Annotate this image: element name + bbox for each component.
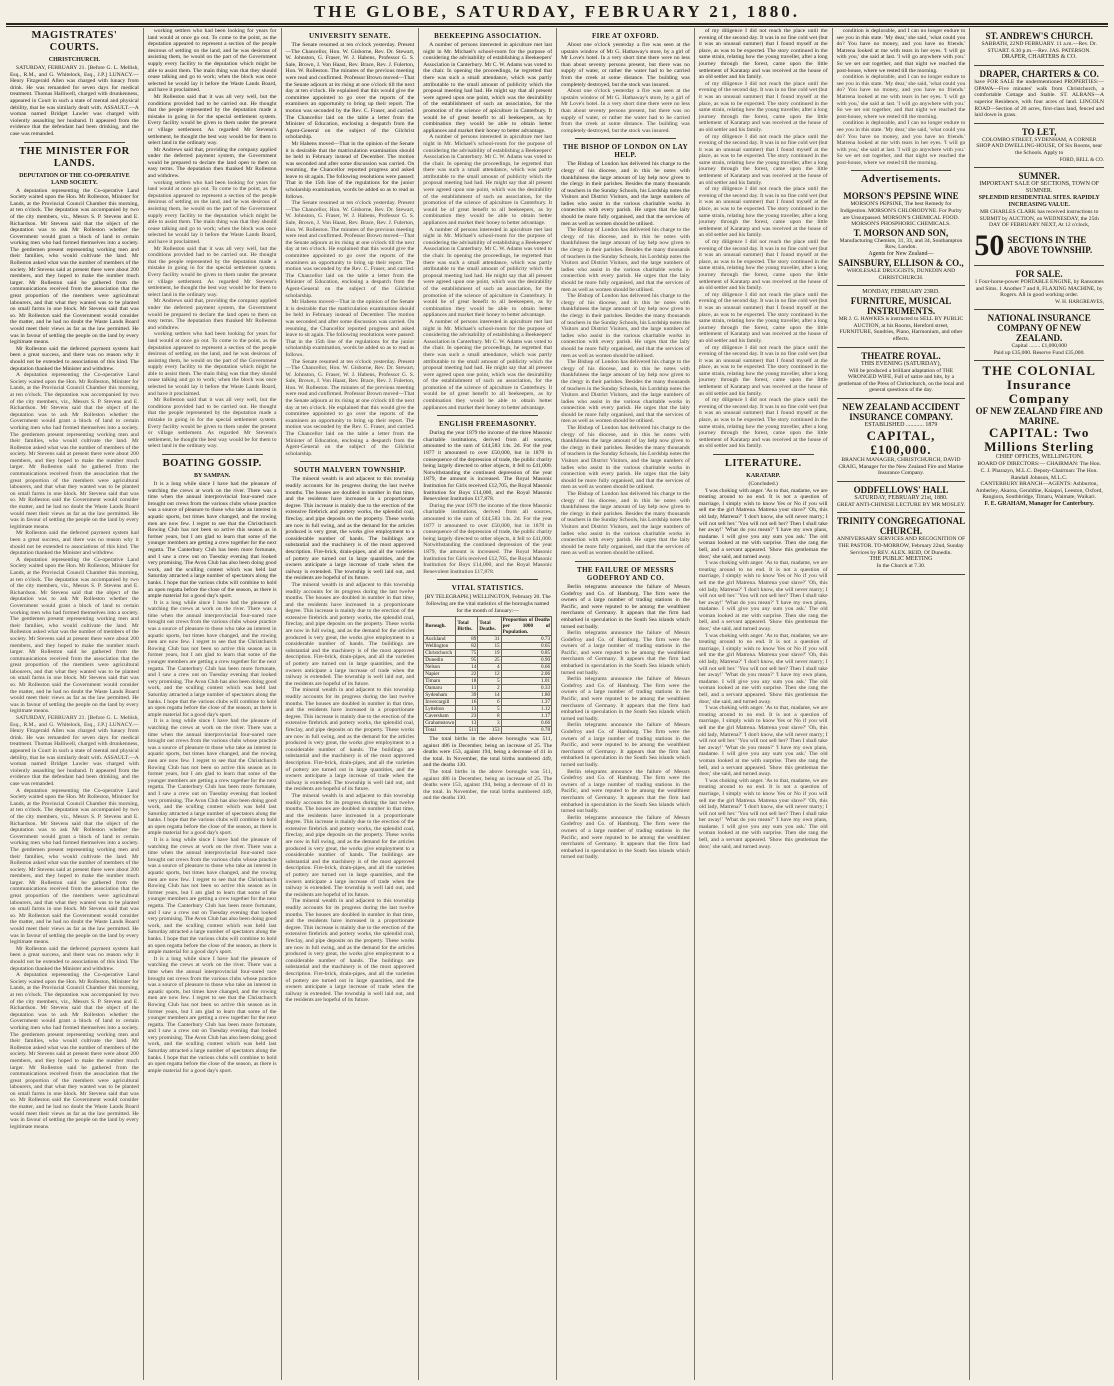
ad-meeting-text: In the Church at 7.30. <box>876 563 926 570</box>
minister-article-repeat-6: Mr Rolleston said the deferred payment system had been a great success, and there was no reason why it should not be extended to associations of this kind. The deputation thanked the Minister and withdrew. <box>10 945 139 972</box>
ad-title: THE COLONIAL Insurance Company <box>982 363 1096 407</box>
rolleston-reply-2: Mr Rolleston said that it was all very well, but the conditions provided had to be carried out. He thought that the people represented by the deputation made a mistake in going in for the special settlement system. Every facility would be given to them under the present or village settlement. As regarded Mr Stevens's settlement, he thought the best way would be for them to select land in the ordinary way. <box>147 245 277 298</box>
table-cell: Lyttelton <box>424 706 456 713</box>
failure-article-3: Berlin telegrams announce the failure of Messrs Godefroy and Co. of Hamburg. The firm were the owners of a large number of trading stations in the Pacific, and were reputed to be among the wealthiest merchants of Germany. It appears that the firm had embarked in speculation in the South Sea islands which turned out badly. <box>561 676 690 722</box>
divider <box>713 454 814 455</box>
ad-subtitle: OF NEW ZEALAND FIRE AND MARINE. <box>975 406 1103 427</box>
table-cell: Dunedin <box>424 657 456 664</box>
ad-title: SUMNER. <box>1018 171 1060 182</box>
godefroy-failure-heading: THE FAILURE OF MESSRS GODEFROY AND CO. <box>577 565 674 582</box>
masthead-rule <box>6 23 1108 25</box>
masthead-rule-thin <box>6 26 1108 27</box>
table-row <box>424 650 552 657</box>
literature-heading: LITERATURE. <box>724 458 802 469</box>
ad-agent: FORD, BELL & CO. <box>1059 156 1104 163</box>
ad-subtitle: THIS EVENING (SATURDAY), <box>861 360 941 367</box>
table-row <box>424 699 552 706</box>
story-continued-col7-3: condition is deplorable, and I can no longer endure to see you in this state. 'My dear,' she said, 'what could you do? You have no money, and you have no friends.' Matrena looked at me with tears in her eyes. 'I will go with you,' she said at last. 'I will go anywhere with you.' So we set out together, and that night we reached the post-house, where we rested till the morning. <box>836 120 966 166</box>
senate-article: The Senate resumed at ten o'clock yesterday. Present—The Chancellor, Hon. W. Gisborne, Rev. Dr. Stewart, W. Johnston, G. Fraser, W. J. Habens, Professor G. S. Sale, Brown, J. Von Haast, Rev. Brace, Rev. J. Fulerton, Hon. W. Rolleston. The minutes of the previous meeting were read and confirmed. Professor Brown moved—That the Senate adjourn at its rising at one o'clock till the next day at ten o'clock. He explained that this would give the committee appointed to go over the reports of the examiners an opportunity to bring up their report. The motion was seconded by the Rev. C. Fraser, and carried. The Chancellor laid on the table a letter from the Minister of Education, enclosing a despatch from the Agent-General on the subject of the Gilchrist scholarship. <box>285 42 415 141</box>
table-cell: 16 <box>456 699 478 706</box>
bishop-article-6: The Bishop of London has delivered his charge to the clergy of his diocese, and in this he notes with thankfulness the large amount of lay help now given to the clergy in their parishes. Besides the many thousands of teachers in the Sunday Schools, his Lordship notes the Visitors and District Visitors, and the large numbers of ladies who assist in the various charitable works in connection with every parish. He urges that the laity should be more fully organised, and that the services of men as well as women should be utilised. <box>561 491 690 557</box>
table-cell: Oamaru <box>424 685 456 692</box>
newspaper-page <box>6 28 1108 1380</box>
table-row <box>424 678 552 685</box>
ad-title: NATIONAL INSURANCE COMPANY OF NEW ZEALAND. <box>987 313 1091 344</box>
divider <box>162 454 263 455</box>
beekeeping-heading: BEEKEEPING ASSOCIATION. <box>434 32 542 40</box>
nz-accident-insurance-ad <box>837 399 966 482</box>
story-continued-7: of my diligence I did not reach the place until the evening of the second day. It was in no fine cold wet (but it was an unusual summer) that I found myself at the place, as was to be expected. The story continued in the same strain, relating how the young traveller, after a long journey through the forest, came upon the little settlement of Karatarp and was received at the house of an old settler and his family. <box>698 344 828 397</box>
table-cell: Nelson <box>424 664 456 671</box>
ad-highlight: SPLENDID RESIDENTIAL SITES. RAPIDLY INCREASING VALUE. <box>978 195 1100 209</box>
beekeeping-article-2: A number of persons interested in apiculture met last night in Mr. Michael's school-room for the purpose of considering the advisability of establishing a Beekeepers' Association in Canterbury. Mr C. W. Adams was voted to the chair. In opening the proceedings, he regretted that there was such a small attendance, which was partly attributable to the small amount of publicity which the proposal meeting had had. He might say that all present were agreed upon one point, which was the desirability of the establishment of such an association, for the promotion of the science of apiculture in Canterbury. It would be of great benefit to all beekeepers, as by combination they would be able to obtain better appliances and market their honey to better advantage. <box>423 134 553 227</box>
ad-date: SATURDAY, FEBRUARY 21st, 1880. <box>854 494 948 501</box>
story-continued: of my diligence I did not reach the place until the evening of the second day. It was in no fine cold wet (but it was an unusual summer) that I found myself at the place, as was to be expected. The story continued in the same strain, relating how the young traveller, after a long journey through the forest, came upon the little settlement of Karatarp and was received at the house of an old settler and his family. <box>698 28 828 81</box>
ad-body: 1 Four-horse-power PORTABLE ENGINE, by Ransomes and Sims. 1 Another 7 and 8, FLAXING MACHINE, by Rogers. All in good working order. <box>974 278 1104 299</box>
minister-article: A deputation representing the Co-operative Land Society waited upon the Hon. Mr Rolleston, Minister for Lands, at the Provincial Council Chamber this morning, at ten o'clock. The deputation was accompanied by two of the city members, viz., Messrs S. P. Stevens and E. Richardson. Mr Stevens said that the object of the deputation was to ask Mr Rolleston whether the Government would grant a block of land to certain working men who had formed themselves into a society. The gentlemen present representing working men and their families, who would cultivate the land. Mr Rolleston asked what was the number of members of the society. Mr Stevens said at present there were about 200 members, and they hoped to make the number much larger. Mr Rolleston said he gathered from the communications received from the association that the great proportion of the members were agricultural labourers, and that what they wanted was to be planted on small farms in one block. Mr Stevens said that was so. Mr Rolleston said the Government would consider the matter, and he had no doubt the Waste Lands Board would meet their views as far as the law permitted. He was in favour of settling the people on the land by every legitimate means. <box>10 187 139 346</box>
bishop-article: The Bishop of London has delivered his charge to the clergy of his diocese, and in this he notes with thankfulness the large amount of lay help now given to the clergy in their parishes. Besides the many thousands of teachers in the Sunday Schools, his Lordship notes the Visitors and District Visitors, and the large numbers of ladies who assist in the various charitable works in connection with every parish. He urges that the laity should be more fully organised, and that the services of men as well as women should be utilised. <box>561 161 690 227</box>
table-cell: 153 <box>478 727 501 734</box>
table-header-cell: Total Deaths. <box>478 617 501 636</box>
minister-article-repeat-7: A deputation representing the Co-operative Land Society waited upon the Hon. Mr Rolleston, Minister for Lands, at the Provincial Council Chamber this morning, at ten o'clock. The deputation was accompanied by two of the city members, viz., Messrs S. P. Stevens and E. Richardson. Mr Stevens said that the object of the deputation was to ask Mr Rolleston whether the Government would grant a block of land to certain working men who had formed themselves into a society. The gentlemen present representing working men and their families, who would cultivate the land. Mr Rolleston asked what was the number of members of the society. Mr Stevens said at present there were about 200 members, and they hoped to make the number much larger. Mr Rolleston said he gathered from the communications received from the association that the great proportion of the members were agricultural labourers, and that what they wanted was to be planted on small farms in one block. Mr Stevens said that was so. Mr Rolleston said the Government would consider the matter, and he had no doubt the Waste Lands Board would meet their views as far as the law permitted. He was in favour of settling the people on the land by every legitimate means. <box>10 972 139 1130</box>
divider <box>437 415 538 416</box>
st-andrews-church-ad <box>974 28 1104 66</box>
table-header-cell: Proportion of Deaths per 1000 of Population. <box>502 617 551 636</box>
table-cell: 5 <box>478 706 501 713</box>
table-cell: 2 <box>478 685 501 692</box>
table-cell: 1.37 <box>501 699 551 706</box>
table-cell: 1.17 <box>501 713 551 720</box>
table-cell: 25 <box>478 657 501 664</box>
magistrates-courts-heading: MAGISTRATES' COURTS. <box>31 30 118 53</box>
table-cell: 0.66 <box>501 664 551 671</box>
university-senate-heading: UNIVERSITY SENATE. <box>308 32 391 40</box>
table-cell: Timaru <box>424 678 456 685</box>
story-continued-col7-2: condition is deplorable, and I can no longer endure to see you in this state. 'My dear,' she said, 'what could you do? You have no money, and you have no friends.' Matrena looked at me with tears in her eyes. 'I will go with you,' she said at last. 'I will go anywhere with you.' So we set out together, and that night we reached the post-house, where we rested till the morning. <box>836 74 966 120</box>
beekeeping-article-3: A number of persons interested in apiculture met last night in Mr. Michael's school-room for the purpose of considering the advisability of establishing a Beekeepers' Association in Canterbury. Mr C. W. Adams was voted to the chair. In opening the proceedings, he regretted that there was such a small attendance, which was partly attributable to the small amount of publicity which the proposal meeting had had. He might say that all present were agreed upon one point, which was the desirability of the establishment of such an association, for the promotion of the science of apiculture in Canterbury. It would be of great benefit to all beekeepers, as by combination they would be able to obtain better appliances and market their honey to better advantage. <box>423 226 553 319</box>
boating-article-2: It is a long while since I have had the pleasure of watching the crews at work on the river. There was a time when the annual interprovincial four-oared race brought out crews from the various clubs whose practice was a source of pleasure to those who take an interest in aquatic sports, but times have changed, and the rowing men are now few. I regret to see that the Christchurch Rowing Club has not been so active this season as in former years, but I am glad to learn that some of the younger members are getting a crew together for the next regatta. The Canterbury Club has been more fortunate, and I saw a crew out on Tuesday evening that looked very promising. The Avon Club has also been doing good work, and the sculling contest which was held last Saturday attracted a large number of spectators along the banks. I hope that the various clubs will combine to hold an open regatta before the close of the season, as there is ample material for a good day's sport. <box>147 599 277 718</box>
literature-story-2: 'I was choking with anger. 'As to that, madame, we are treating around to no end. It is not a question of marriage, I simply wish to know Yes or No if you will sell me the girl Matrena. Matrena your slave?' 'Oh, this old lady, Matrena?' 'I don't know, she will never marry; I will not sell her.' 'You will not sell her? Then I shall take her away!' 'What do you mean?' 'I have my own plans, madame. I will give you any sum you ask.' The old woman looked at me with surprise. Then she rang the bell, and a servant appeared. 'Show this gentleman the door,' she said, and turned away. <box>698 560 828 633</box>
table-cell: 0.66 <box>501 720 551 727</box>
failure-article-2: Berlin telegrams announce the failure of Messrs Godefroy and Co. of Hamburg. The firm were the owners of a large number of trading stations in the Pacific, and were reputed to be among the wealthiest merchants of Germany. It appears that the firm had embarked in speculation in the South Sea islands which turned out badly. <box>561 630 690 676</box>
fire-article: About one o'clock yesterday a fire was seen at the upstairs window of Mr G. Hathaway's store, by a girl of Mr Love's hotel. In a very short time there were no less than about seventy persons present, but there was no supply of water, or rather the water had to be carried from the creek at some distance. The building was completely destroyed, but the stock was insured. <box>561 42 690 88</box>
ad-title: MORSON'S PEPSINE WINE <box>843 191 959 202</box>
bishop-article-2: The Bishop of London has delivered his charge to the clergy of his diocese, and in this he notes with thankfulness the large amount of lay help now given to the clergy in their parishes. Besides the many thousands of teachers in the Sunday Schools, his Lordship notes the Visitors and District Visitors, and the large numbers of ladies who assist in the various charitable works in connection with every parish. He urges that the laity should be more fully organised, and that the services of men as well as women should be utilised. <box>561 227 690 293</box>
malvern-article: The mineral wealth in and adjacent to this township readily accounts for its progress during the last twelve months. The houses are doubled in number in that time, and the residents have increased in a proportionate degree. This increase is mainly due to the erection of the extensive firebrick and pottery works, the splendid coal, fireclay, and pipe deposits on the property. These works are now in full swing, and as the demand for the articles produced is very great, the works give employment to a considerable number of hands. The buildings are substantial and the machinery is of the most approved description. Fire-brick, drain-pipes, and all the varieties of pottery are turned out in large quantities, and the owners anticipate a large increase of trade when the railway is extended. The township is well laid out, and the residents are hopeful of its future. <box>285 476 415 582</box>
ad-number-label: SECTIONS IN THE ABOVE TOWNSHIP. <box>1007 234 1093 255</box>
senate-article-4: Mr Habens moved—That in the opinion of the Senate it is desirable that the matriculation examination should be held in February instead of December. The motion was seconded and after some discussion was carried. On resuming, the Chancellor reported progress and asked leave to sit again. The following resolutions were passed: That in the 15th line of the regulations for the junior scholarship examination, words be added so as to read as follows. <box>285 299 415 358</box>
fire-oxford-heading: FIRE AT OXFORD. <box>591 32 659 40</box>
table-cell: 13 <box>456 720 478 727</box>
table-cell: 0.78 <box>501 727 551 734</box>
boating-byline: BY SAMPAN. <box>193 473 231 479</box>
table-cell: Napier <box>424 671 456 678</box>
draper-charters-ad <box>974 66 1104 124</box>
table-cell: 0.65 <box>501 643 551 650</box>
ad-body: MORSON'S PEPSINE, The best Remedy for Indigestion. MORSON'S CHLORODYNE. For Purity are Unsurpassed. MORSON'S CHEMICAL FOOD. MORSON'S PHOSPHORIC CHEMICALS. <box>840 201 962 228</box>
table-cell: 14 <box>478 692 501 699</box>
table-cell: Wellington <box>424 643 456 650</box>
table-cell: 0.90 <box>501 657 551 664</box>
table-row <box>424 720 552 727</box>
ad-body: BRANCH MANAGER, CHRISTCHURCH, DAVID CRAIG, Manager for the New Zealand Fire and Marine Insurance Company. <box>838 456 964 477</box>
minister-continued: working settlers who had been looking for years for land would at once go out. To come to the point, as the deputation appeared to represent a section of the people desirous of settling on the land, and he was desirous of assisting them, he would on the part of the Government supply every facility to the deputation which might be able to assist them. The main thing was that they should cease talking and go to work; when the block was once selected he would lay it before the Waste Lands Board, and have it proclaimed. <box>147 28 277 94</box>
vital-statistics-table <box>423 616 552 734</box>
ad-established: ESTABLISHED ............ 1879 <box>864 421 938 428</box>
failure-article-5: Berlin telegrams announce the failure of Messrs Godefroy and Co. of Hamburg. The firm were the owners of a large number of trading stations in the Pacific, and were reputed to be among the wealthiest merchants of Germany. It appears that the firm had embarked in speculation in the South Sea islands which turned out badly. <box>561 768 690 815</box>
bishop-article-4: The Bishop of London has delivered his charge to the clergy of his diocese, and in this he notes with thankfulness the large amount of lay help now given to the clergy in their parishes. Besides the many thousands of teachers in the Sunday Schools, his Lordship notes the Visitors and District Visitors, and the large numbers of ladies who assist in the various charitable works in connection with every parish. He urges that the laity should be more fully organised, and that the services of men as well as women should be utilised. <box>561 359 690 425</box>
column-7 <box>833 28 971 1380</box>
failure-article: Berlin telegrams announce the failure of Messrs Godefroy and Co. of Hamburg. The firm were the owners of a large number of trading stations in the Pacific, and were reputed to be among the wealthiest merchants of Germany. It appears that the firm had embarked in speculation in the South Sea islands which turned out badly. <box>561 583 690 630</box>
table-cell: 4 <box>478 664 501 671</box>
table-cell: 12 <box>478 671 501 678</box>
story-continued-2: of my diligence I did not reach the place until the evening of the second day. It was in no fine cold wet (but it was an unusual summer) that I found myself at the place, as was to be expected. The story continued in the same strain, relating how the young traveller, after a long journey through the forest, came upon the little settlement of Karatarp and was received at the house of an old settler and his family. <box>698 80 828 133</box>
for-sale-ad <box>974 266 1104 310</box>
freemasonry-article-2: During the year 1879 the income of the three Masonic charitable institutions, derived from all sources, amounted to the sum of £44,583 14s. 2d. For the year 1877 it amounted to over £50,000, but in 1878 in consequence of the depression of trade, the public charity being largely directed to other objects, it fell to £41,000. Notwithstanding the continued depression of the year 1879, the amount is increased. The Royal Masonic Institution for Girls received £12,705, the Royal Masonic Institution for Boys £14,000, and the Royal Masonic Benevolent Institution £17,878. <box>423 502 553 575</box>
minister-article-repeat: A deputation representing the Co-operative Land Society waited upon the Hon. Mr Rolleston, Minister for Lands, at the Provincial Council Chamber this morning, at ten o'clock. The deputation was accompanied by two of the city members, viz., Messrs S. P. Stevens and E. Richardson. Mr Stevens said that the object of the deputation was to ask Mr Rolleston whether the Government would grant a block of land to certain working men who had formed themselves into a society. The gentlemen present representing working men and their families, who would cultivate the land. Mr Rolleston asked what was the number of members of the society. Mr Stevens said at present there were about 200 members, and they hoped to make the number much larger. Mr Rolleston said he gathered from the communications received from the association that the great proportion of the members were agricultural labourers, and that what they wanted was to be planted on small farms in one block. Mr Stevens said that was so. Mr Rolleston said the Government would consider the matter, and he had no doubt the Waste Lands Board would meet their views as far as the law permitted. He was in favour of settling the people on the land by every legitimate means. <box>10 372 139 530</box>
table-cell: 82 <box>456 643 478 650</box>
boating-article-4: It is a long while since I have had the pleasure of watching the crews at work on the river. There was a time when the annual interprovincial four-oared race brought out crews from the various clubs whose practice was a source of pleasure to those who take an interest in aquatic sports, but times have changed, and the rowing men are now few. I regret to see that the Christchurch Rowing Club has not been so active this season as in former years, but I am glad to learn that some of the younger members are getting a crew together for the next regatta. The Canterbury Club has been more fortunate, and I saw a crew out on Tuesday evening that looked very promising. The Avon Club has also been doing good work, and the sculling contest which was held last Saturday attracted a large number of spectators along the banks. I hope that the various clubs will combine to hold an open regatta before the close of the season, as there is ample material for a good day's sport. <box>147 837 277 956</box>
table-cell: 31 <box>478 636 501 643</box>
malvern-article-5: The mineral wealth in and adjacent to this township readily accounts for its progress during the last twelve months. The houses are doubled in number in that time, and the residents have increased in a proportionate degree. This increase is mainly due to the erection of the extensive firebrick and pottery works, the splendid coal, fireclay, and pipe deposits on the property. These works are now in full swing, and as the demand for the articles produced is very great, the works give employment to a considerable number of hands. The buildings are substantial and the machinery is of the most approved description. Fire-brick, drain-pipes, and all the varieties of pottery are turned out in large quantities, and the owners anticipate a large increase of trade when the railway is extended. The township is well laid out, and the residents are hopeful of its future. <box>285 898 415 1004</box>
christchurch-subheading: CHRISTCHURCH. <box>48 57 100 63</box>
table-cell: Grahamstown <box>425 720 455 727</box>
failure-article-4: Berlin telegrams announce the failure of Messrs Godefroy and Co. of Hamburg. The firm were the owners of a large number of trading stations in the Pacific, and were reputed to be among the wealthiest merchants of Germany. It appears that the firm had embarked in speculation in the South Sea islands which turned out badly. <box>561 722 690 768</box>
table-cell: Total <box>424 727 456 734</box>
table-header-cell: Total Births. <box>456 617 478 636</box>
morsons-pepsine-ad <box>837 188 966 286</box>
table-cell: 8 <box>478 713 501 720</box>
table-cell: 5 <box>478 678 501 685</box>
table-row <box>424 657 552 664</box>
divider <box>851 170 952 171</box>
ad-capital: Capital ........ £1,000,000 <box>1011 343 1067 350</box>
ad-capital: CAPITAL, £100,000. <box>866 427 936 457</box>
ad-body: GREAT ANTI-CHINESE LECTURE BY MR MOSLEY. <box>836 501 966 508</box>
minister-continued-2: working settlers who had been looking for years for land would at once go out. To come to the point, as the deputation appeared to represent a section of the people desirous of settling on the land, and he was desirous of assisting them, he would on the part of the Government supply every facility to the deputation which might be able to assist them. The main thing was that they should cease talking and go to work; when the block was once selected he would lay it before the Waste Lands Board, and have it proclaimed. <box>147 179 277 245</box>
bishop-article-5: The Bishop of London has delivered his charge to the clergy of his diocese, and in this he notes with thankfulness the large amount of lay help now given to the clergy in their parishes. Besides the many thousands of teachers in the Sunday Schools, his Lordship notes the Visitors and District Visitors, and the large numbers of ladies who assist in the various charitable works in connection with every parish. He urges that the laity should be more fully organised, and that the services of men as well as women should be utilised. <box>561 425 690 491</box>
table-cell: 19 <box>478 650 501 657</box>
table-cell: 0.85 <box>501 650 551 657</box>
literature-story: 'I was choking with anger. 'As to that, madame, we are treating around to no end. It is not a question of marriage, I simply wish to know Yes or No if you will sell me the girl Matrena. Matrena your slave?' 'Oh, this old lady, Matrena?' 'I don't know, she will never marry; I will not sell her.' 'You will not sell her? Then I shall take her away!' 'What do you mean?' 'I have my own plans, madame. I will give you any sum you ask.' The old woman looked at me with surprise. Then she rang the bell, and a servant appeared. 'Show this gentleman the door,' she said, and turned away. <box>698 487 828 560</box>
oddfellows-hall-ad <box>837 482 966 514</box>
ad-title: FOR SALE. <box>1015 268 1063 279</box>
boating-gossip-heading: BOATING GOSSIP. <box>162 458 262 469</box>
literature-story-4: 'I was choking with anger. 'As to that, madame, we are treating around to no end. It is not a question of marriage, I simply wish to know Yes or No if you will sell me the girl Matrena. Matrena your slave?' 'Oh, this old lady, Matrena?' 'I don't know, she will never marry; I will not sell her.' 'You will not sell her? Then I shall take her away!' 'What do you mean?' 'I have my own plans, madame. I will give you any sum you ask.' The old woman looked at me with surprise. Then she rang the bell, and a servant appeared. 'Show this gentleman the door,' she said, and turned away. <box>698 705 828 778</box>
ad-office: CHIEF OFFICES, WELLINGTON. <box>995 454 1083 461</box>
table-cell: 15 <box>478 643 501 650</box>
table-cell: Auckland <box>424 636 456 643</box>
malvern-article-2: The mineral wealth in and adjacent to this township readily accounts for its progress during the last twelve months. The houses are doubled in number in that time, and the residents have increased in a proportionate degree. This increase is mainly due to the erection of the extensive firebrick and pottery works, the splendid coal, fireclay, and pipe deposits on the property. These works are now in full swing, and as the demand for the articles produced is very great, the works give employment to a considerable number of hands. The buildings are substantial and the machinery is of the most approved description. Fire-brick, drain-pipes, and all the varieties of pottery are turned out in large quantities, and the owners anticipate a large increase of trade when the railway is extended. The township is well laid out, and the residents are hopeful of its future. <box>285 581 415 687</box>
table-cell: Invercargill <box>424 699 456 706</box>
ad-body: MR CHARLES CLARK has received instructions to SUBMIT by AUCTION, on WEDNESDAY, the 25th DAY OF FEBRUARY NEXT, At 12 o'clock, <box>979 209 1099 229</box>
andrews-remark: Mr Andrews said that, providing the company applied under the deferred payment system, the Government would be prepared to declare the land open to them on easy terms. The deputation then thanked Mr Rolleston and withdrew. <box>147 146 277 180</box>
table-cell: 6 <box>478 699 501 706</box>
ad-maker: T. MORSON AND SON, <box>853 227 949 238</box>
ad-title: ODDFELLOWS' HALL <box>853 484 949 495</box>
vital-statistics-note: The total births in the above boroughs was 511, against 486 in December, being an increase of 25. The deaths were 153, against 194, being a decrease of 41 in the total. In November, the total births numbered 449, and the deaths 130. <box>423 736 553 769</box>
theatre-royal-ad <box>837 348 966 399</box>
malvern-article-4: The mineral wealth in and adjacent to this township readily accounts for its progress during the last twelve months. The houses are doubled in number in that time, and the residents have increased in a proportionate degree. This increase is mainly due to the erection of the extensive firebrick and pottery works, the splendid coal, fireclay, and pipe deposits on the property. These works are now in full swing, and as the demand for the articles produced is very great, the works give employment to a considerable number of hands. The buildings are substantial and the machinery is of the most approved description. Fire-brick, drain-pipes, and all the varieties of pottery are turned out in large quantities, and the owners anticipate a large increase of trade when the railway is extended. The township is well laid out, and the residents are hopeful of its future. <box>285 792 415 898</box>
divider <box>575 561 676 562</box>
senate-article-2: Mr Habens moved—That in the opinion of the Senate it is desirable that the matriculation examination should be held in February instead of December. The motion was seconded and after some discussion was carried. On resuming, the Chancellor reported progress and asked leave to sit again. The following resolutions were passed: That in the 15th line of the regulations for the junior scholarship examination, words be added so as to read as follows. <box>285 140 415 200</box>
table-row <box>424 643 552 650</box>
ad-title: DRAPER, CHARTERS & CO. <box>979 69 1099 80</box>
table-cell: 0.33 <box>501 685 551 692</box>
minister-article-repeat-4: SATURDAY, FEBRUARY 21. [Before G. L. Mellish, Esq., R.M., and G. Whitelock, Esq., J.P.] LUNACY.—Henry Fitzgerald Allen was charged with lunacy from drink. He was remanded for seven days for medical treatment. Thomas Halliwell, charged with drunkenness, appeared in Court in such a state of mental and physical debility, that he was similarly dealt with. ASSAULT.—A woman named Bridget Lawler was charged with violently assaulting her husband. It appeared from the evidence that the defendant had been drinking, and the case was remanded. <box>10 715 139 787</box>
ad-manager: F. E. GRAHAM, Manager for Canterbury. <box>984 501 1094 508</box>
boating-article-3: It is a long while since I have had the pleasure of watching the crews at work on the river. There was a time when the annual interprovincial four-oared race brought out crews from the various clubs whose practice was a source of pleasure to those who take an interest in aquatic sports, but times have changed, and the rowing men are now few. I regret to see that the Christchurch Rowing Club has not been so active this season as in former years, but I am glad to learn that some of the younger members are getting a crew together for the next regatta. The Canterbury Club has been more fortunate, and I saw a crew out on Tuesday evening that looked very promising. The Avon Club has also been doing good work, and the sculling contest which was held last Saturday attracted a large number of spectators along the banks. I hope that the various clubs will combine to hold an open regatta before the close of the season, as there is ample material for a good day's sport. <box>147 718 277 837</box>
column-3 <box>282 28 420 1380</box>
vital-statistics-heading: VITAL STATISTICS. <box>451 584 524 593</box>
table-cell: 14 <box>456 664 478 671</box>
literature-story-3: 'I was choking with anger. 'As to that, madame, we are treating around to no end. It is not a question of marriage, I simply wish to know Yes or No if you will sell me the girl Matrena. Matrena your slave?' 'Oh, this old lady, Matrena?' 'I don't know, she will never marry; I will not sell her.' 'You will not sell her? Then I shall take her away!' 'What do you mean?' 'I have my own plans, madame. I will give you any sum you ask.' The old woman looked at me with surprise. Then she rang the bell, and a servant appeared. 'Show this gentleman the door,' she said, and turned away. <box>698 632 828 705</box>
ad-title: THEATRE ROYAL. <box>861 350 941 361</box>
story-continued-col7: condition is deplorable, and I can no longer endure to see you in this state. 'My dear,' she said, 'what could you do? You have no money, and you have no friends.' Matrena looked at me with tears in her eyes. 'I will go with you,' she said at last. 'I will go anywhere with you.' So we set out together, and that night we reached the post-house, where we rested till the morning. <box>836 28 966 74</box>
bishop-article-3: The Bishop of London has delivered his charge to the clergy of his diocese, and in this he notes with thankfulness the large amount of lay help now given to the clergy in their parishes. Besides the many thousands of teachers in the Sunday Schools, his Lordship notes the Visitors and District Visitors, and the large numbers of ladies who assist in the various charitable works in connection with every parish. He urges that the laity should be more fully organised, and that the services of men as well as women should be utilised. <box>561 293 690 359</box>
ad-agents-label: Agents for New Zealand— <box>868 251 934 258</box>
national-insurance-ad <box>974 310 1104 361</box>
english-freemasonry-heading: ENGLISH FREEMASONRY. <box>439 420 537 429</box>
andrews-remark-2: Mr Andrews said that, providing the company applied under the deferred payment system, the Government would be prepared to declare the land open to them on easy terms. The deputation then thanked Mr Rolleston and withdrew. <box>147 298 277 331</box>
furniture-auction-ad <box>837 286 966 347</box>
table-row <box>424 664 552 671</box>
failure-article-6: Berlin telegrams announce the failure of Messrs Godefroy and Co. of Hamburg. The firm were the owners of a large number of trading stations in the Pacific, and were reputed to be among the wealthiest merchants of Germany. It appears that the firm had embarked in speculation in the South Sea islands which turned out badly. <box>561 814 690 861</box>
beekeeping-article: A number of persons interested in apiculture met last night in Mr. Michael's school-room for the purpose of considering the advisability of establishing a Beekeepers' Association in Canterbury. Mr C. W. Adams was voted to the chair. In opening the proceedings, he regretted that there was such a small attendance, which was partly attributable to the small amount of publicity which the proposal meeting had had. He might say that all present were agreed upon one point, which was the desirability of the establishment of such an association, for the promotion of the science of apiculture in Canterbury. It would be of great benefit to all beekeepers, as by combination they would be able to obtain better appliances and market their honey to better advantage. <box>423 42 553 134</box>
table-header-cell: Borough. <box>424 617 456 636</box>
table-row <box>424 713 552 720</box>
literature-story-5: 'I was choking with anger. 'As to that, madame, we are treating around to no end. It is not a question of marriage, I simply wish to know Yes or No if you will sell me the girl Matrena. Matrena your slave?' 'Oh, this old lady, Matrena?' 'I don't know, she will never marry; I will not sell her.' 'You will not sell her? Then I shall take her away!' 'What do you mean?' 'I have my own plans, madame. I will give you any sum you ask.' The old woman looked at me with surprise. Then she rang the bell, and a servant appeared. 'Show this gentleman the door,' she said, and turned away. <box>698 777 828 850</box>
ad-subtitle: IMPORTANT SALE OF SECTIONS, TOWN OF SUMNER. <box>979 181 1100 195</box>
minister-article-more: Mr Rolleston said the deferred payment system had been a great success, and there was no reason why it should not be extended to associations of this kind. The deputation thanked the Minister and withdrew. <box>10 345 139 372</box>
story-continued-5: of my diligence I did not reach the place until the evening of the second day. It was in no fine cold wet (but it was an unusual summer) that I found myself at the place, as was to be expected. The story continued in the same strain, relating how the young traveller, after a long journey through the forest, came upon the little settlement of Karatarp and was received at the house of an old settler and his family. <box>698 239 828 292</box>
minister-article-repeat-5: A deputation representing the Co-operative Land Society waited upon the Hon. Mr Rolleston, Minister for Lands, at the Provincial Council Chamber this morning, at ten o'clock. The deputation was accompanied by two of the city members, viz., Messrs S. P. Stevens and E. Richardson. Mr Stevens said that the object of the deputation was to ask Mr Rolleston whether the Government would grant a block of land to certain working men who had formed themselves into a society. The gentlemen present representing working men and their families, who would cultivate the land. Mr Rolleston asked what was the number of members of the society. Mr Stevens said at present there were about 200 members, and they hoped to make the number much larger. Mr Rolleston said he gathered from the communications received from the association that the great proportion of the members were agricultural labourers, and that what they wanted was to be planted on small farms in one block. Mr Stevens said that was so. Mr Rolleston said the Government would consider the matter, and he had no doubt the Waste Lands Board would meet their views as far as the law permitted. He was in favour of settling the people on the land by every legitimate means. <box>10 787 139 946</box>
table-cell: 95 <box>456 657 478 664</box>
ad-agents: CANTERBURY BRANCH—AGENTS: Ashburton, Amberley, Akaroa, Geraldine, Kaiapoi, Leeston, Oxford, Rangiora, Southbridge, Timaru, Waimate, Waikari. <box>975 481 1103 501</box>
ad-agent: W. H. HARGREAVES, <box>1055 298 1104 305</box>
ad-meeting-title: THE PUBLIC MEETING <box>869 556 933 563</box>
table-cell: 3 <box>478 720 501 727</box>
ad-title: ST. ANDREW'S CHURCH. <box>985 31 1093 41</box>
vital-statistics-intro: [BY TELEGRAPH.] WELLINGTON, February 20. The following are the vital statistics of the boroughs named for the month of January:— <box>424 594 551 614</box>
divider <box>24 142 125 143</box>
column-4 <box>419 28 557 1380</box>
ad-body: SABBATH, 22ND FEBRUARY. 11 a.m.—Rev. Dr. STUART. 6.30 p.m.—Rev. JAS. PATERSON. <box>981 41 1097 54</box>
advertisements-heading: Advertisements. <box>860 174 942 186</box>
rolleston-reply: Mr Rolleston said that it was all very well, but the conditions provided had to be carried out. He thought that the people represented by the deputation made a mistake in going in for the special settlement system. Every facility would be given to them under the present or village settlement. As regarded Mr Stevens's settlement, he thought the best way would be for them to select land in the ordinary way. <box>147 93 277 147</box>
table-cell: 23 <box>456 713 478 720</box>
story-continued-6: of my diligence I did not reach the place until the evening of the second day. It was in no fine cold wet (but it was an unusual summer) that I found myself at the place, as was to be expected. The story continued in the same strain, relating how the young traveller, after a long journey through the forest, came upon the little settlement of Karatarp and was received at the house of an old settler and his family. <box>698 291 828 344</box>
fire-article-2: About one o'clock yesterday a fire was seen at the upstairs window of Mr G. Hathaway's store, by a girl of Mr Love's hotel. In a very short time there were no less than about seventy persons present, but there was no supply of water, or rather the water had to be carried from the creek at some distance. The building was completely destroyed, but the stock was insured. <box>561 88 690 134</box>
table-row <box>424 692 552 699</box>
ad-address: Manufacturing Chemists, 31, 33, and 34, Southampton Row, London. <box>839 237 963 251</box>
table-cell: Christchurch <box>424 650 456 657</box>
table-cell: 2.06 <box>501 671 551 678</box>
divider <box>437 579 538 580</box>
column-2 <box>144 28 282 1380</box>
divider <box>575 138 676 139</box>
table-row <box>424 671 552 678</box>
malvern-article-3: The mineral wealth in and adjacent to this township readily accounts for its progress during the last twelve months. The houses are doubled in number in that time, and the residents have increased in a proportionate degree. This increase is mainly due to the erection of the extensive firebrick and pottery works, the splendid coal, fireclay, and pipe deposits on the property. These works are now in full swing, and as the demand for the articles produced is very great, the works give employment to a considerable number of hands. The buildings are substantial and the machinery is of the most approved description. Fire-brick, drain-pipes, and all the varieties of pottery are turned out in large quantities, and the owners anticipate a large increase of trade when the railway is extended. The township is well laid out, and the residents are hopeful of its future. <box>285 687 415 793</box>
minister-article-repeat-3: A deputation representing the Co-operative Land Society waited upon the Hon. Mr Rolleston, Minister for Lands, at the Provincial Council Chamber this morning, at ten o'clock. The deputation was accompanied by two of the city members, viz., Messrs S. P. Stevens and E. Richardson. Mr Stevens said that the object of the deputation was to ask Mr Rolleston whether the Government would grant a block of land to certain working men who had formed themselves into a society. The gentlemen present representing working men and their families, who would cultivate the land. Mr Rolleston asked what was the number of members of the society. Mr Stevens said at present there were about 200 members, and they hoped to make the number much larger. Mr Rolleston said he gathered from the communications received from the association that the great proportion of the members were agricultural labourers, and that what they wanted was to be planted on small farms in one block. Mr Stevens said that was so. Mr Rolleston said the Government would consider the matter, and he had no doubt the Waste Lands Board would meet their views as far as the law permitted. He was in favour of settling the people on the land by every legitimate means. <box>10 556 139 715</box>
story-continued-3: of my diligence I did not reach the place until the evening of the second day. It was in no fine cold wet (but it was an unusual summer) that I found myself at the place, as was to be expected. The story continued in the same strain, relating how the young traveller, after a long journey through the forest, came upon the little settlement of Karatarp and was received at the house of an old settler and his family. <box>698 133 828 186</box>
table-row <box>424 706 552 713</box>
table-cell: 1.80 <box>501 692 551 699</box>
column-5 <box>557 28 695 1380</box>
ad-date: MONDAY, FEBRUARY 23RD. <box>862 289 940 296</box>
concluded-note: (Concluded.) <box>748 481 778 487</box>
ad-paid: Paid up £35,000. Reserve Fund £35,000. <box>993 349 1085 356</box>
ad-agent-name: SAINSBURY, ELLISON & CO., <box>838 258 964 269</box>
table-cell: 1.01 <box>501 678 551 685</box>
table-cell: 75 <box>456 650 478 657</box>
ad-number-block <box>974 231 1104 261</box>
colonial-insurance-ad <box>974 361 1104 512</box>
column-1 <box>6 28 144 1380</box>
trinity-church-ad <box>837 513 966 574</box>
story-continued-8: of my diligence I did not reach the place until the evening of the second day. It was in no fine cold wet (but it was an unusual summer) that I found myself at the place, as was to be expected. The story continued in the same strain, relating how the young traveller, after a long journey through the forest, came upon the little settlement of Karatarp and was received at the house of an old settler and his family. <box>698 397 828 450</box>
courts-article: SATURDAY, FEBRUARY 21. [Before G. L. Mellish, Esq., R.M., and G. Whitelock, Esq., J.P.] LUNACY.—Henry Fitzgerald Allen was charged with lunacy from drink. He was remanded for seven days for medical treatment. Thomas Halliwell, charged with drunkenness, appeared in Court in such a state of mental and physical debility, that he was similarly dealt with. ASSAULT.—A woman named Bridget Lawler was charged with violently assaulting her husband. It appeared from the evidence that the defendant had been drinking, and the case was remanded. <box>10 65 139 137</box>
table-cell: Sydenham <box>424 692 456 699</box>
table-cell: 89 <box>456 636 478 643</box>
table-cell: 18 <box>456 678 478 685</box>
to-let-ad <box>974 124 1104 168</box>
ad-body: MR J. G. HAWKES is instructed to SELL BY PUBLIC AUCTION, at his Rooms, Hereford street, FURNITURE, Sundries, Piano, Harmonium, and other effects. <box>838 316 964 342</box>
deputation-subheading: DEPUTATION OF THE CO-OPERATIVE LAND SOCIETY. <box>19 172 130 186</box>
ad-title: NEW ZEALAND ACCIDENT INSURANCE COMPANY. <box>842 401 960 422</box>
table-cell: 511 <box>456 727 478 734</box>
senate-article-5: The Senate resumed at ten o'clock yesterday. Present—The Chancellor, Hon. W. Gisborne, Rev. Dr. Stewart, W. Johnston, G. Fraser, W. J. Habens, Professor G. S. Sale, Brown, J. Von Haast, Rev. Brace, Rev. J. Fulerton, Hon. W. Rolleston. The minutes of the previous meeting were read and confirmed. Professor Brown moved—That the Senate adjourn at its rising at one o'clock till the next day at ten o'clock. He explained that this would give the committee appointed to go over the reports of the examiners an opportunity to bring up their report. The motion was seconded by the Rev. C. Fraser, and carried. The Chancellor laid on the table a letter from the Minister of Education, enclosing a despatch from the Agent-General on the subject of the Gilchrist scholarship. <box>285 358 415 457</box>
sumner-sale-ad <box>974 168 1104 266</box>
boating-article: It is a long while since I have had the pleasure of watching the crews at work on the river. There was a time when the annual interprovincial four-oared race brought out crews from the various clubs whose practice was a source of pleasure to those who take an interest in aquatic sports, but times have changed, and the rowing men are now few. I regret to see that the Christchurch Rowing Club has not been so active this season as in former years, but I am glad to learn that some of the younger members are getting a crew together for the next regatta. The Canterbury Club has been more fortunate, and I saw a crew out on Tuesday evening that looked very promising. The Avon Club has also been doing good work, and the sculling contest which was held last Saturday attracted a large number of spectators along the banks. I hope that the various clubs will combine to hold an open regatta before the close of the season, as there is ample material for a good day's sport. <box>147 481 277 600</box>
table-body <box>424 636 552 734</box>
table-cell: 0.73 <box>501 636 551 643</box>
minister-article-repeat-2: Mr Rolleston said the deferred payment system had been a great success, and there was no reason why it should not be extended to associations of this kind. The deputation thanked the Minister and withdrew. <box>10 530 139 557</box>
story-continued-4: of my diligence I did not reach the place until the evening of the second day. It was in no fine cold wet (but it was an unusual summer) that I found myself at the place, as was to be expected. The story continued in the same strain, relating how the young traveller, after a long journey through the forest, came upon the little settlement of Karatarp and was received at the house of an old settler and his family. <box>698 186 828 239</box>
ad-body: ANNIVERSARY SERVICES AND RECOGNITION OF THE PASTOR. TO-MORROW, February 22nd, Sunday Services by REV. ALEX. REID, Of Dunedin. <box>836 536 966 556</box>
ad-title: FURNITURE, MUSICAL INSTRUMENTS. <box>850 296 952 317</box>
ad-body: COLOMBO STREET, SYDENHAM, A CORNER SHOP AND DWELLING-HOUSE, Of Six Rooms, near the Schools. Apply to <box>976 136 1103 156</box>
column-8 <box>970 28 1108 1380</box>
ad-agent-text: WHOLESALE DRUGGISTS, DUNEDIN AND CHRISTCHURCH. <box>846 268 956 281</box>
ad-capital: CAPITAL: Two Millions Sterling <box>984 425 1095 455</box>
beekeeping-article-4: A number of persons interested in apiculture met last night in Mr. Michael's school-room for the purpose of considering the advisability of establishing a Beekeepers' Association in Canterbury. Mr C. W. Adams was voted to the chair. In opening the proceedings, he regretted that there was such a small attendance, which was partly attributable to the small amount of publicity which the proposal meeting had had. He might say that all present were agreed upon one point, which was the desirability of the establishment of such an association, for the promotion of the science of apiculture in Canterbury. It would be of great benefit to all beekeepers, as by combination they would be able to obtain better appliances and market their honey to better advantage. <box>423 318 553 411</box>
south-malvern-heading: SOUTH MALVERN TOWNSHIP. <box>293 466 406 475</box>
table-cell: 39 <box>456 692 478 699</box>
table-header-row <box>424 617 552 636</box>
rolleston-reply-3: Mr Rolleston said that it was all very well, but the conditions provided had to be carried out. He thought that the people represented by the deputation made a mistake in going in for the special settlement system. Every facility would be given to them under the present or village settlement. As regarded Mr Stevens's settlement, he thought the best way would be for them to select land in the ordinary way. <box>147 397 277 450</box>
table-cell: 13 <box>456 706 478 713</box>
masthead: THE GLOBE, SATURDAY, FEBRUARY 21, 1880. <box>314 2 800 21</box>
boating-article-5: It is a long while since I have had the pleasure of watching the crews at work on the river. There was a time when the annual interprovincial four-oared race brought out crews from the various clubs whose practice was a source of pleasure to those who take an interest in aquatic sports, but times have changed, and the rowing men are now few. I regret to see that the Christchurch Rowing Club has not been so active this season as in former years, but I am glad to learn that some of the younger members are getting a crew together for the next regatta. The Canterbury Club has been more fortunate, and I saw a crew out on Tuesday evening that looked very promising. The Avon Club has also been doing good work, and the sculling contest which was held last Saturday attracted a large number of spectators along the banks. I hope that the various clubs will combine to hold an open regatta before the close of the season, as there is ample material for a good day's sport. <box>147 955 277 1074</box>
ad-section-count: 50 <box>974 230 1005 261</box>
freemasonry-article: During the year 1879 the income of the three Masonic charitable institutions, derived from all sources, amounted to the sum of £44,583 14s. 2d. For the year 1877 it amounted to over £50,000, but in 1878 in consequence of the depression of trade, the public charity being largely directed to other objects, it fell to £41,000. Notwithstanding the continued depression of the year 1879, the amount is increased. The Royal Masonic Institution for Girls received £12,705, the Royal Masonic Institution for Boys £14,000, and the Royal Masonic Benevolent Institution £17,878. <box>423 430 553 503</box>
vital-statistics-note-2: The total births in the above boroughs was 511, against 486 in December, being an increase of 25. The deaths were 153, against 194, being a decrease of 41 in the total. In November, the total births numbered 449, and the deaths 130. <box>423 769 553 802</box>
table-cell: 1.12 <box>501 706 551 713</box>
divider <box>300 461 401 462</box>
table-cell: 11 <box>456 685 478 692</box>
table-cell: Caversham <box>424 713 456 720</box>
table-row <box>424 727 552 734</box>
senate-article-3: The Senate resumed at ten o'clock yesterday. Present—The Chancellor, Hon. W. Gisborne, Rev. Dr. Stewart, W. Johnston, G. Fraser, W. J. Habens, Professor G. S. Sale, Brown, J. Von Haast, Rev. Brace, Rev. J. Fulerton, Hon. W. Rolleston. The minutes of the previous meeting were read and confirmed. Professor Brown moved—That the Senate adjourn at its rising at one o'clock till the next day at ten o'clock. He explained that this would give the committee appointed to go over the reports of the examiners an opportunity to bring up their report. The motion was seconded by the Rev. C. Fraser, and carried. The Chancellor laid on the table a letter from the Minister of Education, enclosing a despatch from the Agent-General on the subject of the Gilchrist scholarship. <box>285 200 415 299</box>
ad-body: have FOR SALE the undermentioned PROPERTIES:— OPAWA—Five minutes' walk from Christchurch, a comfortable Cottage and Stable. ST. ALBANS—A superior Residence, with four acres of land. LINCOLN ROAD—Section of 20 acres, first-class land, fenced and laid down in grass. <box>974 79 1104 119</box>
ad-title: TO LET, <box>1021 126 1057 137</box>
table-row <box>424 636 552 643</box>
ad-title: TRINITY CONGREGATIONAL CHURCH. <box>836 516 966 537</box>
ad-board: BOARD OF DIRECTORS:— CHAIRMAN: The Hon. C. J. Pharazyn, M.L.C. Deputy-Chairman: The Hon. Randall Johnson, M.L.C. <box>977 461 1101 481</box>
karatarp-title: KARATARP. <box>746 473 781 479</box>
column-6 <box>695 28 833 1380</box>
minister-lands-heading: THE MINISTER FOR LANDS. <box>19 145 130 169</box>
bishop-london-heading: THE BISHOP OF LONDON ON LAY HELP. <box>562 143 689 160</box>
table-cell: 22 <box>456 671 478 678</box>
ad-footer: DRAPER, CHARTERS & CO. <box>1001 54 1077 61</box>
table-row <box>424 685 552 692</box>
minister-continued-3: working settlers who had been looking for years for land would at once go out. To come to the point, as the deputation appeared to represent a section of the people desirous of settling on the land, and he was desirous of assisting them, he would on the part of the Government supply every facility to the deputation which might be able to assist them. The main thing was that they should cease talking and go to work; when the block was once selected he would lay it before the Waste Lands Board, and have it proclaimed. <box>147 331 277 397</box>
ad-body: Will be produced a brilliant adaptation of THE WRONGED WIFE, Full of satire and hits, by a gentleman of the Press of Christchurch, on the local and general questions of the day. <box>838 367 964 394</box>
